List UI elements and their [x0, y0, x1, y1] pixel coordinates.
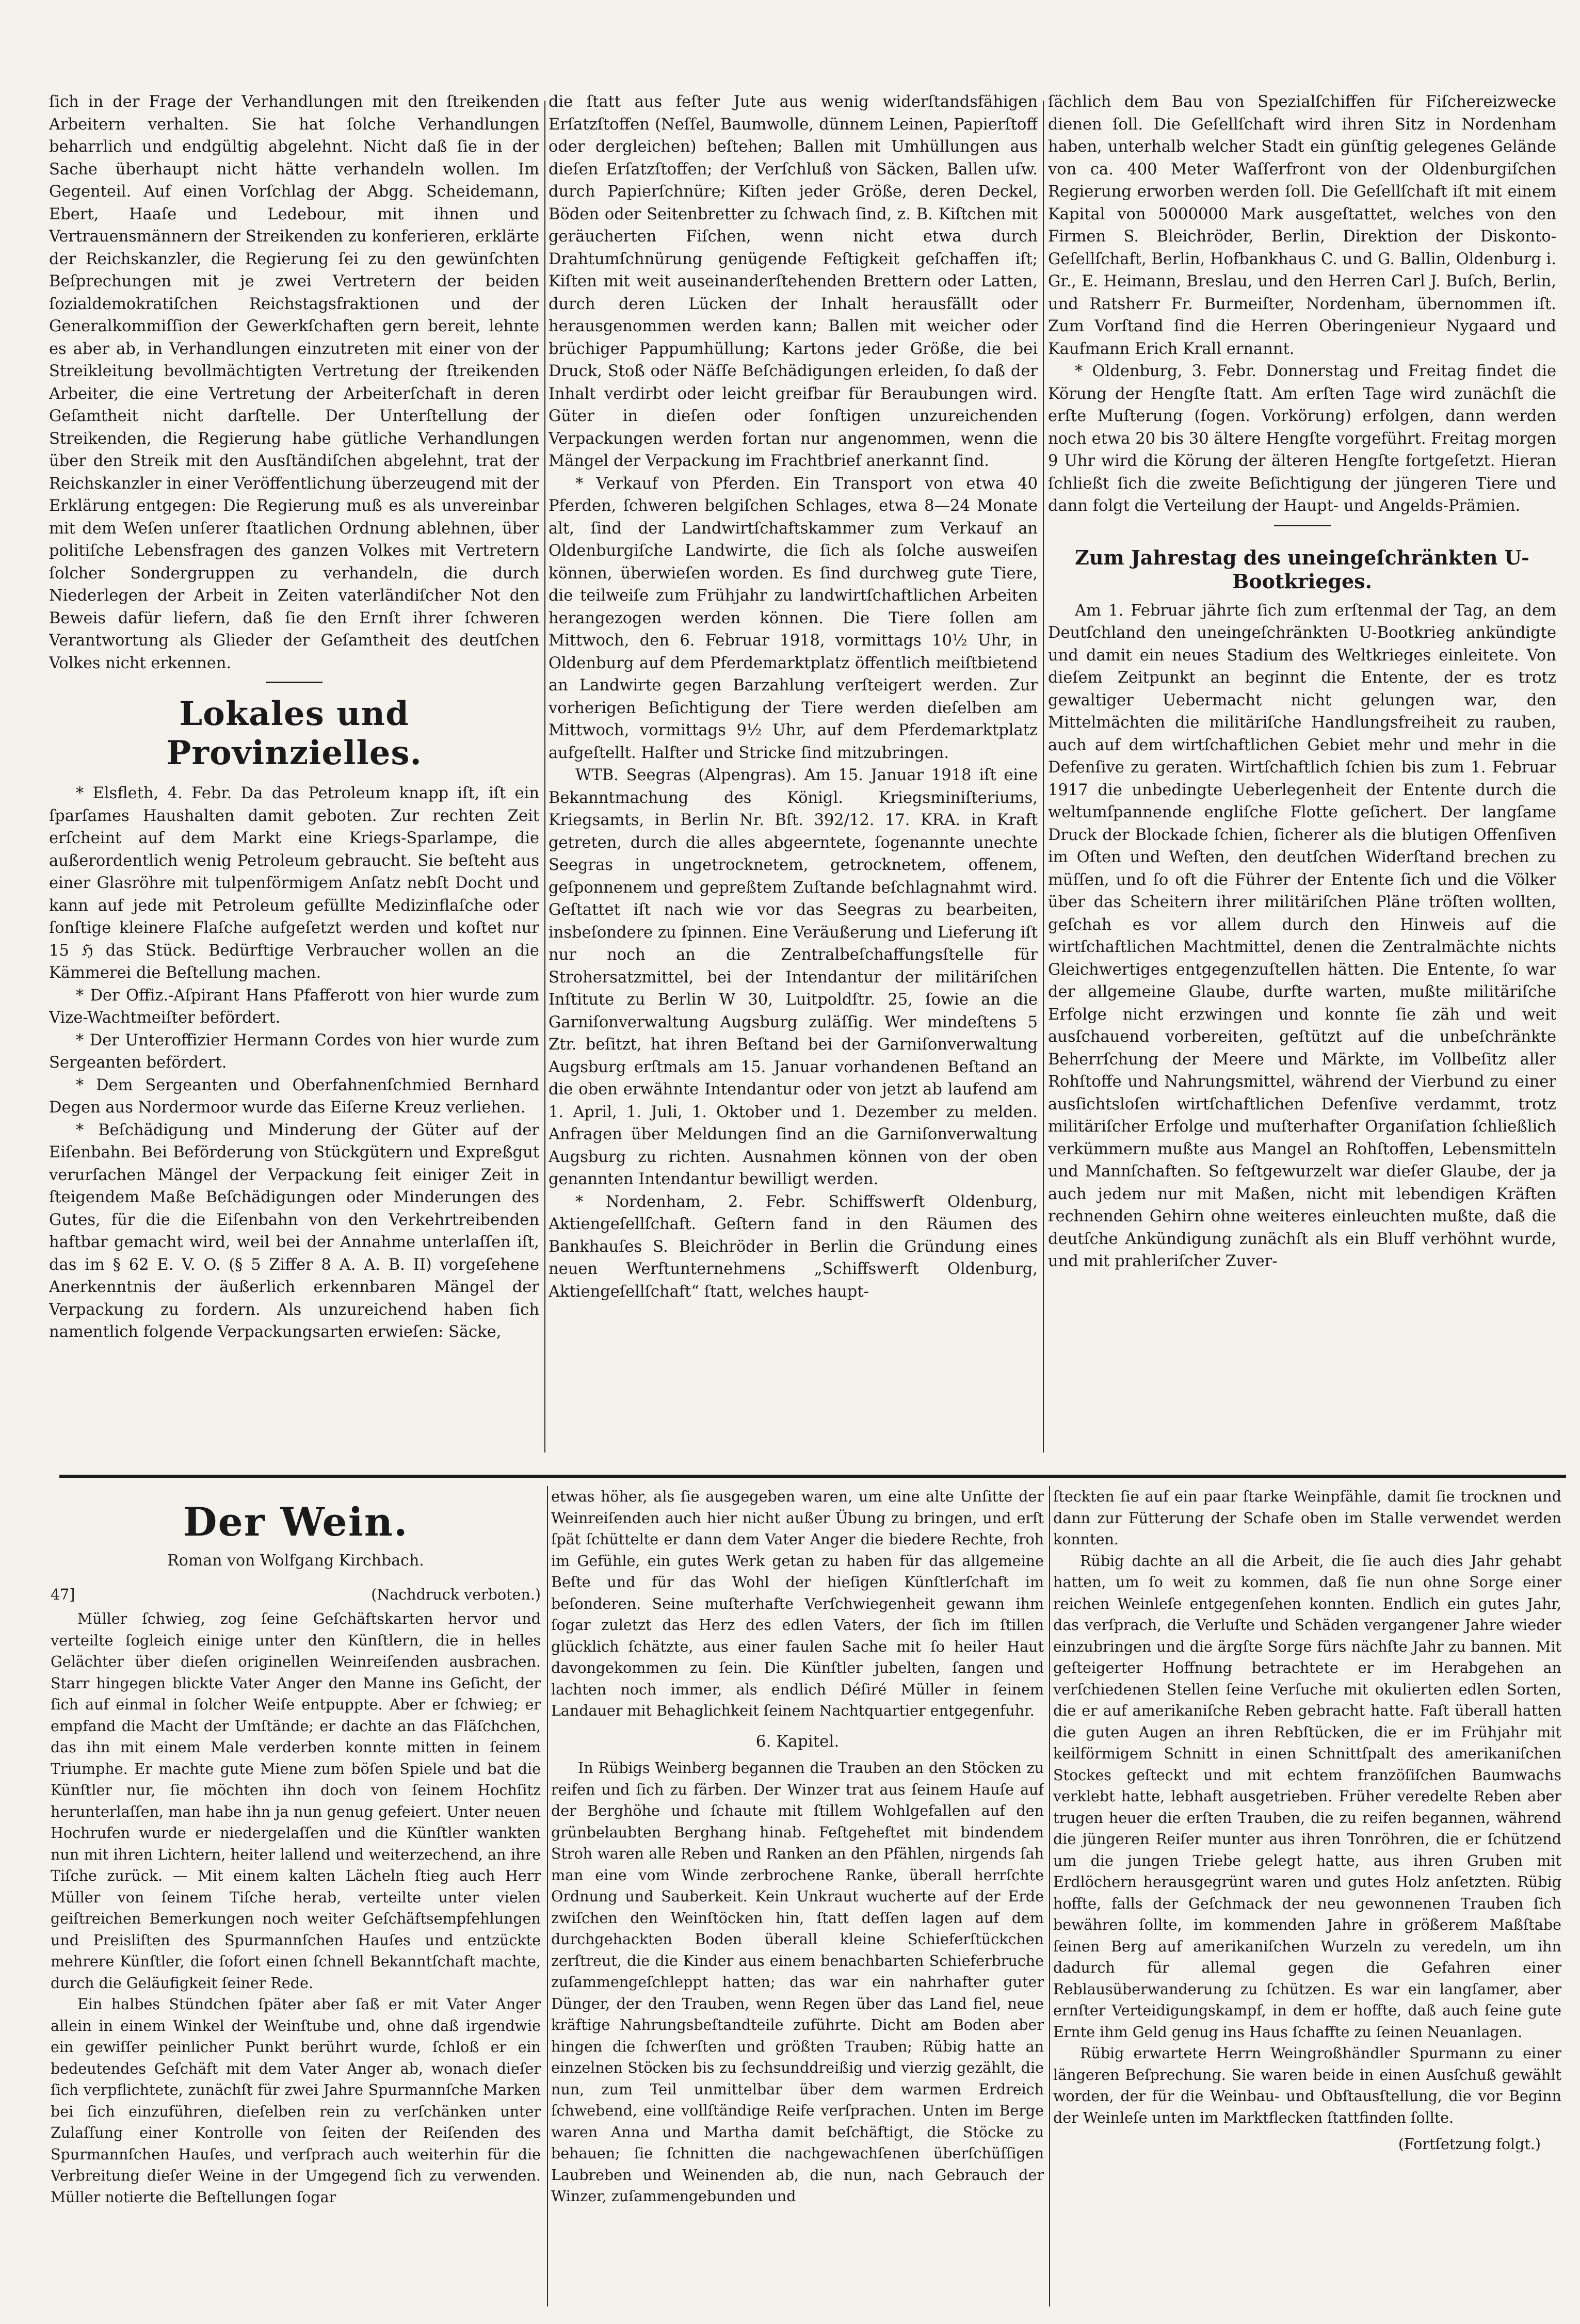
news-item: * Verkauf von Pferden. Ein Transport von etwa 40 Pferden, ſchweren belgiſchen Schlages, etwa 8—24 Monate alt, ſind der Landwirtſchaftskammer zum Verkauf an Oldenburgiſche Landwirte, die ſich als ſolche ausweiſen können, überwieſen worden. Es ſind durchweg gute Tiere, die teilweiſe zum Frühjahr zu landwirtſchaftlichen Arbeiten herangezogen werden können. Die Tiere ſollen am Mittwoch, den 6. Februar 1918, vormittags 10½ Uhr, in Oldenburg auf dem Pferdemarktplatz öffentlich meiſtbietend an Landwirte gegen Barzahlung verſteigert werden. Zur vorherigen Beſichtigung der Tiere werden dieſelben am Mittwoch, vormittags 9½ Uhr, auf dem Pferdemarktplatz aufgeſtellt. Halfter und Stricke ſind mitzubringen.: [549, 474, 1038, 762]
news-item: die ſtatt aus feſter Jute aus wenig widerſtandsfähigen Erſatzſtoffen (Neſſel, Baumwolle, dünnem Leinen, Papierſtoff oder dergleichen) beſtehen; Ballen mit Umhüllungen aus dieſen Erſatzſtoffen; der Verſchluß von Säcken, Ballen uſw. durch Papierſchnüre; Kiſten jeder Größe, deren Deckel, Böden oder Seitenbretter zu ſchwach ſind, z. B. Kiſtchen mit geräucherten Fiſchen, wenn nicht etwa durch Drahtumſchnürung genügende Feſtigkeit geſchaffen iſt; Kiſten mit weit auseinanderſtehenden Brettern oder Latten, durch deren Lücken der Inhalt herausfällt oder herausgenommen werden kann; Ballen mit weicher oder brüchiger Pappumhüllung; Kartons jeder Größe, die bei Druck, Stoß oder Näſſe Beſchädigungen erleiden, ſo daß der Inhalt verdirbt oder leicht greifbar für Beraubungen wird. Güter in dieſen oder ſonſtigen unzureichenden Verpackungen werden fortan nur angenommen, wenn die Mängel der Verpackung im Frachtbrief anerkannt ſind.: [549, 93, 1038, 470]
section-heading-lokales: Lokales und Provinzielles.: [166, 695, 422, 772]
novel-paragraph: Müller ſchwieg, zog ſeine Geſchäftskarten hervor und verteilte ſogleich einige unter den Künſtlern, die in helles Gelächter über dieſen originellen Weinreiſenden ausbrachen. Starr hingegen blickte Vater Anger den Manne ins Geſicht, der ſich auf einmal in ſolcher Weiſe entpuppte. Aber er ſchwieg; er empfand die Macht der Umſtände; er dachte an das Fläſchchen, das ihn mit einem Male verderben konnte mitten in ſeinem Triumphe. Er machte gute Miene zum böſen Spiele und bat die Künſtler nur, ſie möchten ihn doch von ſeinem Hochſitz herunterlaſſen, man habe ihn ja nun genug gefeiert. Unter neuen Hochrufen wurde er niedergelaſſen und die Künſtler wankten nun mit ihren Lichtern, heiter lallend und weiterzechend, an ihre Tiſche zurück. — Mit einem kalten Lächeln ſtieg auch Herr Müller von ſeinem Tiſche herab, verteilte unter vielen geiſtreichen Bemerkungen noch weiter Geſchäftsempfehlungen und Preisliſten des Spurmannſchen Hauſes und entzückte mehrere Künſtler, die ſofort einen ſchnell Bekanntſchaft machte, durch die Geläufigkeit ſeiner Rede.: [51, 1610, 541, 1992]
column-divider: [1049, 1486, 1050, 2306]
news-item: * Der Unteroffizier Hermann Cordes von hier wurde zum Sergeanten befördert.: [49, 1031, 539, 1072]
news-item: * Nordenham, 2. Febr. Schiffswerft Oldenburg, Aktiengeſellſchaft. Geſtern fand in den Räumen des Bankhauſes S. Bleichröder in Berlin die Gründung eines neuen Werftunternehmens „Schiffswerft Oldenburg, Aktiengeſellſchaft“ ſtatt, welches haupt-: [549, 1192, 1038, 1301]
article-heading-ubootkrieg: Zum Jahrestag des uneingeſchränkten U-Bootkrieges.: [1075, 545, 1529, 593]
news-item: ſächlich dem Bau von Spezialſchiffen für Fiſchereizwecke dienen ſoll. Die Geſellſchaft wird ihren Sitz in Nordenham haben, unterhalb welcher Stadt ein günſtig gelegenes Gelände von ca. 400 Meter Waſſerfront von der Oldenburgiſchen Regierung erworben werden ſoll. Die Geſellſchaft iſt mit einem Kapital von 5000000 Mark ausgeſtattet, welches von den Firmen S. Bleichröder, Berlin, Direktion der Diskonto-Geſellſchaft, Berlin, Hofbankhaus C. und G. Ballin, Oldenburg i. Gr., E. Heimann, Breslau, und den Herren Carl J. Buſch, Berlin, und Ratsherr Fr. Burmeiſter, Nordenham, übernommen iſt. Zum Vorſtand ſind die Herren Oberingenieur Nygaard und Kaufmann Erich Krall ernannt.: [1048, 93, 1556, 358]
news-item: * Oldenburg, 3. Febr. Donnerstag und Freitag findet die Körung der Hengſte ſtatt. Am erſten Tage wird zunächſt die erſte Muſterung (ſogen. Vorkörung) erfolgen, dann werden noch etwa 20 bis 30 ältere Hengſte vorgeführt. Freitag morgen 9 Uhr wird die Körung der älteren Hengſte fortgeſetzt. Hieran ſchließt ſich die zweite Beſichtigung der jüngeren Tiere und dann folgt die Verteilung der Haupt- und Angelds-Prämien.: [1048, 362, 1556, 515]
serial-column-1: [51, 1486, 541, 2312]
column-divider: [1043, 101, 1044, 1452]
column-rule: [1274, 525, 1331, 526]
politics-paragraph: ſich in der Frage der Verhandlungen mit den ſtreikenden Arbeitern verhalten. Sie hat ſolche Verhandlungen beharrlich und endgültig abgelehnt. Nicht daß ſie in der Sache überhaupt nicht hätte verhandeln wollen. Im Gegenteil. Auf einen Vorſchlag der Abgg. Scheidemann, Ebert, Haaſe und Ledebour, mit ihnen und Vertrauensmännern der Streikenden zu konferieren, erklärte der Reichskanzler, die Regierung ſei zu den gewünſchten Beſprechungen mit je zwei Vertretern der beiden ſozialdemokratiſchen Reichstagsfraktionen und der Generalkommiſſion der Gewerkſchaften gern bereit, lehnte es aber ab, in Verhandlungen einzutreten mit einer von der Streikleitung bevollmächtigten Vertretung der ſtreikenden Arbeiter, die eine Vertretung der Arbeiterſchaft in deren Geſamtheit nicht darſtelle. Der Unterſtellung der Streikenden, die Regierung habe gütliche Verhandlungen über den Streik mit den Ausſtändiſchen abgelehnt, trat der Reichskanzler in einer Veröffentlichung überzeugend mit der Erklärung entgegen: Die Regierung muß es als unvereinbar mit dem Weſen unſerer ſtaatlichen Ordnung ablehnen, über politiſche Lebensfragen des ganzen Volkes mit Vertretern ſolcher Sondergruppen zu verhandeln, die durch Niederlegen der Arbeit in Zeiten vaterländiſcher Not den Beweis dafür liefern, daß ſie den Ernſt ihrer ſchweren Verantwortung als Glieder der Geſamtheit des deutſchen Volkes nicht erkennen.: [49, 93, 539, 672]
installment-number: 47]: [51, 1586, 75, 1603]
column-divider: [547, 1486, 548, 2306]
news-column-1: [49, 91, 539, 1448]
news-column-3: [1048, 91, 1556, 1448]
novel-paragraph: Rübig erwartete Herrn Weingroßhändler Spurmann zu einer längeren Beſprechung. Sie waren beide in einen Ausſchuß gewählt worden, der für die Weinbau- und Obſtausſtellung, die vor Beginn der Weinleſe unten im Marktflecken ſtattfinden ſollte.: [1053, 2045, 1561, 2126]
article-paragraph: Am 1. Februar jährte ſich zum erſtenmal der Tag, an dem Deutſchland den uneingeſchränkten U-Bootkrieg ankündigte und damit ein neues Stadium des Weltkrieges einleitete. Von dieſem Zeitpunkt an beginnt die Entente, der es trotz gewaltiger Uebermacht nicht gelungen war, den Mittelmächten die militäriſche Handlungsfreiheit zu rauben, auch auf dem wirtſchaftlichen Gebiet mehr und mehr in die Defenſive zu geraten. Wirtſchaftlich ſchien bis zum 1. Februar 1917 die unbedingte Ueberlegenheit der Entente durch die weltumſpannende engliſche Flotte geſichert. Der langſame Druck der Blockade ſchien, ſicherer als die blutigen Offenſiven im Oſten und Weſten, den deutſchen Widerſtand brechen zu müſſen, und ſo oft die Führer der Entente ſich und die Völker über das Scheitern ihrer militäriſchen Pläne tröſten wollten, geſchah es vor allem durch den Hinweis auf die wirtſchaftlichen Machtmittel, denen die Zentralmächte nichts Gleichwertiges entgegenzuſtellen hätten. Die Entente, ſo war der allgemeine Glaube, durfte warten, mußte militäriſche Erfolge nicht erzwingen und konnte ſie zäh und weit ausſchauend vorbereiten, geſtützt auf die unbeſchränkte Beherrſchung der Meere und Märkte, im Vollbeſitz aller Rohſtoffe und Nahrungsmittel, während der Vierbund zu einer ausſichtsloſen wirtſchaftlichen Defenſive verdammt, trotz militäriſcher Erfolge und muſterhafter Organiſation ſchließlich verkümmern mußte aus Mangel an Rohſtoffen, Lebensmitteln und Mannſchaften. So feſtgewurzelt war dieſer Glaube, der ja auch jedem nur mit Maßen, nicht mit lebendigen Kräften rechnenden Gehirn ohne weiteres einleuchten mußte, daß die deutſche Ankündigung zunächſt als ein Bluff verhöhnt wurde, und mit prahleriſcher Zuver-: [1048, 601, 1556, 1270]
column-divider: [544, 101, 545, 1452]
serial-column-2: [551, 1486, 1044, 2312]
novel-paragraph: Rübig dachte an all die Arbeit, die ſie auch dies Jahr gehabt hatten, um ſo weit zu kommen, daß ſie nun ohne Sorge einer reichen Weinleſe entgegenſehen konnten. Endlich ein gutes Jahr, das verſprach, die Verluſte und Schäden vergangener Jahre wieder einzubringen und die ärgſte Sorge fürs nächſte Jahr zu bannen. Mit geſteigerter Hoffnung betrachtete er im Herabgehen an verſchiedenen Stellen ſeine Verſuche mit okulierten edlen Sorten, die er auf amerikaniſche Reben gebracht hatte. Faſt überall hatten die guten Augen an ihren Rebſtücken, die er im Frühjahr mit keilförmigem Schnitt in einen Schnittſpalt des amerikaniſchen Stockes geſteckt und mit echtem franzöſiſchen Baumwachs verklebt hatte, lebhaft ausgetrieben. Früher veredelte Reben aber trugen heuer die erſten Trauben, die zu reifen begannen, während die jüngeren Reiſer munter aus ihren Tonröhren, die er ſchützend um die jungen Triebe gelegt hatte, aus ihren Gruben mit Erdlöchern herausgegrünt waren und gutes Holz anſetzten. Rübig hoffte, falls der Geſchmack der neu gewonnenen Trauben ſich bewähren ſollte, im kommenden Jahre in größerem Maßſtabe ſeinen Berg auf amerikaniſchen Wurzeln zu veredeln, um ihn dadurch für allemal gegen die Gefahren einer Reblausüberwanderung zu ſchützen. Es war ein langſamer, aber ernſter Verteidigungskampf, in dem er hoffte, daß auch ſeine gute Ernte ihm Geld genug ins Haus ſchaffte zu ſeinen Neuanlagen.: [1053, 1552, 1561, 2041]
news-item: * Der Offiz.-Aſpirant Hans Pfafferott von hier wurde zum Vize-Wachtmeiſter befördert.: [49, 986, 539, 1027]
serial-title: Der Wein.: [183, 1499, 409, 1545]
novel-paragraph: etwas höher, als ſie ausgegeben waren, um eine alte Unſitte der Weinreiſenden auch hier nicht außer Übung zu bringen, und erſt ſpät ſchüttelte er dann dem Vater Anger die biedere Rechte, froh im Gefühle, ein gutes Werk getan zu haben für das allgemeine Beſte und für das Wohl der hieſigen Künſtlerſchaft im beſonderen. Seine muſterhafte Verſchwiegenheit gewann ihm ſogar zuletzt das Herz des edlen Vaters, der ſich im ſtillen glücklich ſchätzte, aus einer faulen Sache mit ſo heiler Haut davongekommen zu ſein. Die Künſtler jubelten, ſangen und lachten noch immer, als endlich Déſiré Müller in ſeinem Landauer mit Behaglichkeit ſeinem Nachtquartier entgegenfuhr.: [551, 1488, 1044, 1719]
news-item: * Beſchädigung und Minderung der Güter auf der Eiſenbahn. Bei Beförderung von Stückgütern und Expreßgut verurſachen Mängel der Verpackung ſeit einiger Zeit in ſteigendem Maße Beſchädigungen oder Minderungen des Gutes, für die die Eiſenbahn von den Verkehrtreibenden haftbar gemacht wird, weil bei der Annahme unterlaſſen iſt, das im § 62 E. V. O. (§ 5 Ziffer 8 A. A. B. II) vorgeſehene Anerkenntnis der äußerlich erkennbaren Mängel der Verpackung zu fordern. Als unzureichend haben ſich namentlich folgende Verpackungsarten erwieſen: Säcke,: [49, 1121, 539, 1341]
reprint-notice: (Nachdruck verboten.): [371, 1586, 541, 1603]
chapter-heading: 6. Kapitel.: [755, 1732, 840, 1751]
news-item: * Elsfleth, 4. Febr. Da das Petroleum knapp iſt, iſt ein ſparſames Haushalten damit geboten. Zur rechten Zeit erſcheint auf dem Markt eine Kriegs-Sparlampe, die außerordentlich wenig Petroleum gebraucht. Sie beſteht aus einer Glasröhre mit tulpenförmigem Anſatz nebſt Docht und kann auf jede mit Petroleum gefüllte Medizinflaſche oder ſonſtige kleinere Flaſche aufgeſetzt werden und koſtet nur 15 ℌ das Stück. Bedürftige Verbraucher wollen an die Kämmerei die Beſtellung machen.: [49, 784, 539, 982]
news-column-2: [549, 91, 1038, 1448]
column-rule: [266, 682, 323, 683]
serial-meta: [51, 1584, 541, 1606]
serial-subtitle: Roman von Wolfgang Kirchbach.: [167, 1552, 424, 1570]
feuilleton-separator: [59, 1475, 1566, 1478]
serial-column-3: [1053, 1486, 1561, 2312]
novel-paragraph: In Rübigs Weinberg begannen die Trauben an den Stöcken zu reifen und ſich zu färben. Der Winzer trat aus ſeinem Hauſe auf der Berghöhe und ſchaute mit ſtillem Wohlgefallen auf den grünbelaubten Berghang hinab. Feſtgeheftet mit bindendem Stroh waren alle Reben und Ranken an den Pfählen, nirgends ſah man eine vom Winde zerbrochene Ranke, überall herrſchte Ordnung und Sauberkeit. Kein Unkraut wucherte auf der Erde zwiſchen den Weinſtöcken hin, ſtatt deſſen lagen auf dem durchgehackten Boden überall kleine Schieferſtückchen zerſtreut, die die Kinder aus einem benachbarten Schieferbruche zuſammengeſchleppt hatten; das war ein nahrhafter guter Dünger, der den Trauben, wenn Regen über das Land fiel, neue kräftige Nahrungsbeſtandteile zuführte. Dicht am Boden aber hingen die ſchwerſten und größten Trauben; Rübig hatte an einzelnen Stöcken bis zu ſechsunddreißig und vierzig gezählt, die nun, zum Teil unmittelbar über dem warmen Erdreich ſchwebend, eine vollſtändige Reife verſprachen. Unten im Berge waren Anna und Martha damit beſchäftigt, die Stöcke zu behauen; ſie ſchnitten die nachgewachſenen überſchüſſigen Laubreben und Weinenden ab, die nun, nach Gebrauch der Winzer, zuſammengebunden und: [551, 1760, 1044, 2205]
news-item: WTB. Seegras (Alpengras). Am 15. Januar 1918 iſt eine Bekanntmachung des Königl. Kriegsminiſteriums, Kriegsamts, in Berlin Nr. Bſt. 392/12. 17. KRA. in Kraft getreten, durch die alles abgeerntete, ſogenannte unechte Seegras in ungetrocknetem, getrocknetem, offenem, geſponnenem und gepreßtem Zuſtande beſchlagnahmt wird. Geſtattet iſt nach wie vor das Seegras zu bearbeiten, insbeſondere zu ſpinnen. Eine Veräußerung und Lieferung iſt nur noch an die Zentralbeſchaffungsſtelle für Strohersatzmittel, bei der Intendantur der militäriſchen Inſtitute zu Berlin W 30, Luitpoldſtr. 25, ſowie an die Garniſonverwaltung Augsburg zuläſſig. Wer mindeſtens 5 Ztr. beſitzt, hat ihren Beſtand bei der Garniſonverwaltung Augsburg erſtmals am 15. Januar vorhandenen Beſtand an die oben erwähnte Intendantur oder von jetzt ab laufend am 1. April, 1. Juli, 1. Oktober und 1. Dezember zu melden. Anfragen über Meldungen ſind an die Garniſonverwaltung Augsburg zu richten. Ausnahmen können von der oben genannten Intendantur bewilligt werden.: [549, 766, 1038, 1188]
continuation-note: (Fortſetzung folgt.): [1398, 2136, 1541, 2153]
novel-paragraph: ſteckten ſie auf ein paar ſtarke Weinpfähle, damit ſie trocknen und dann zur Fütterung der Schafe oben im Stalle verwendet werden konnten.: [1053, 1488, 1561, 1548]
news-item: * Dem Sergeanten und Oberfahnenſchmied Bernhard Degen aus Nordermoor wurde das Eiſerne Kreuz verliehen.: [49, 1076, 539, 1117]
novel-paragraph: Ein halbes Stündchen ſpäter aber ſaß er mit Vater Anger allein in einem Winkel der Weinſtube und, ohne daß irgendwie ein gewiſſer peinlicher Punkt berührt wurde, ſchloß er ein bedeutendes Geſchäft mit dem Vater Anger ab, wonach dieſer ſich verpflichtete, zunächſt für zwei Jahre Spurmannſche Marken bei ſich einzuführen, dieſelben rein zu verſchänken unter Zulaſſung einer Kontrolle von ſeiten der Reiſenden des Spurmannſchen Hauſes, und verſprach auch weiterhin für die Verbreitung dieſer Weine in der Umgegend ſich zu verwenden. Müller notierte die Beſtellungen ſogar: [51, 1996, 541, 2206]
